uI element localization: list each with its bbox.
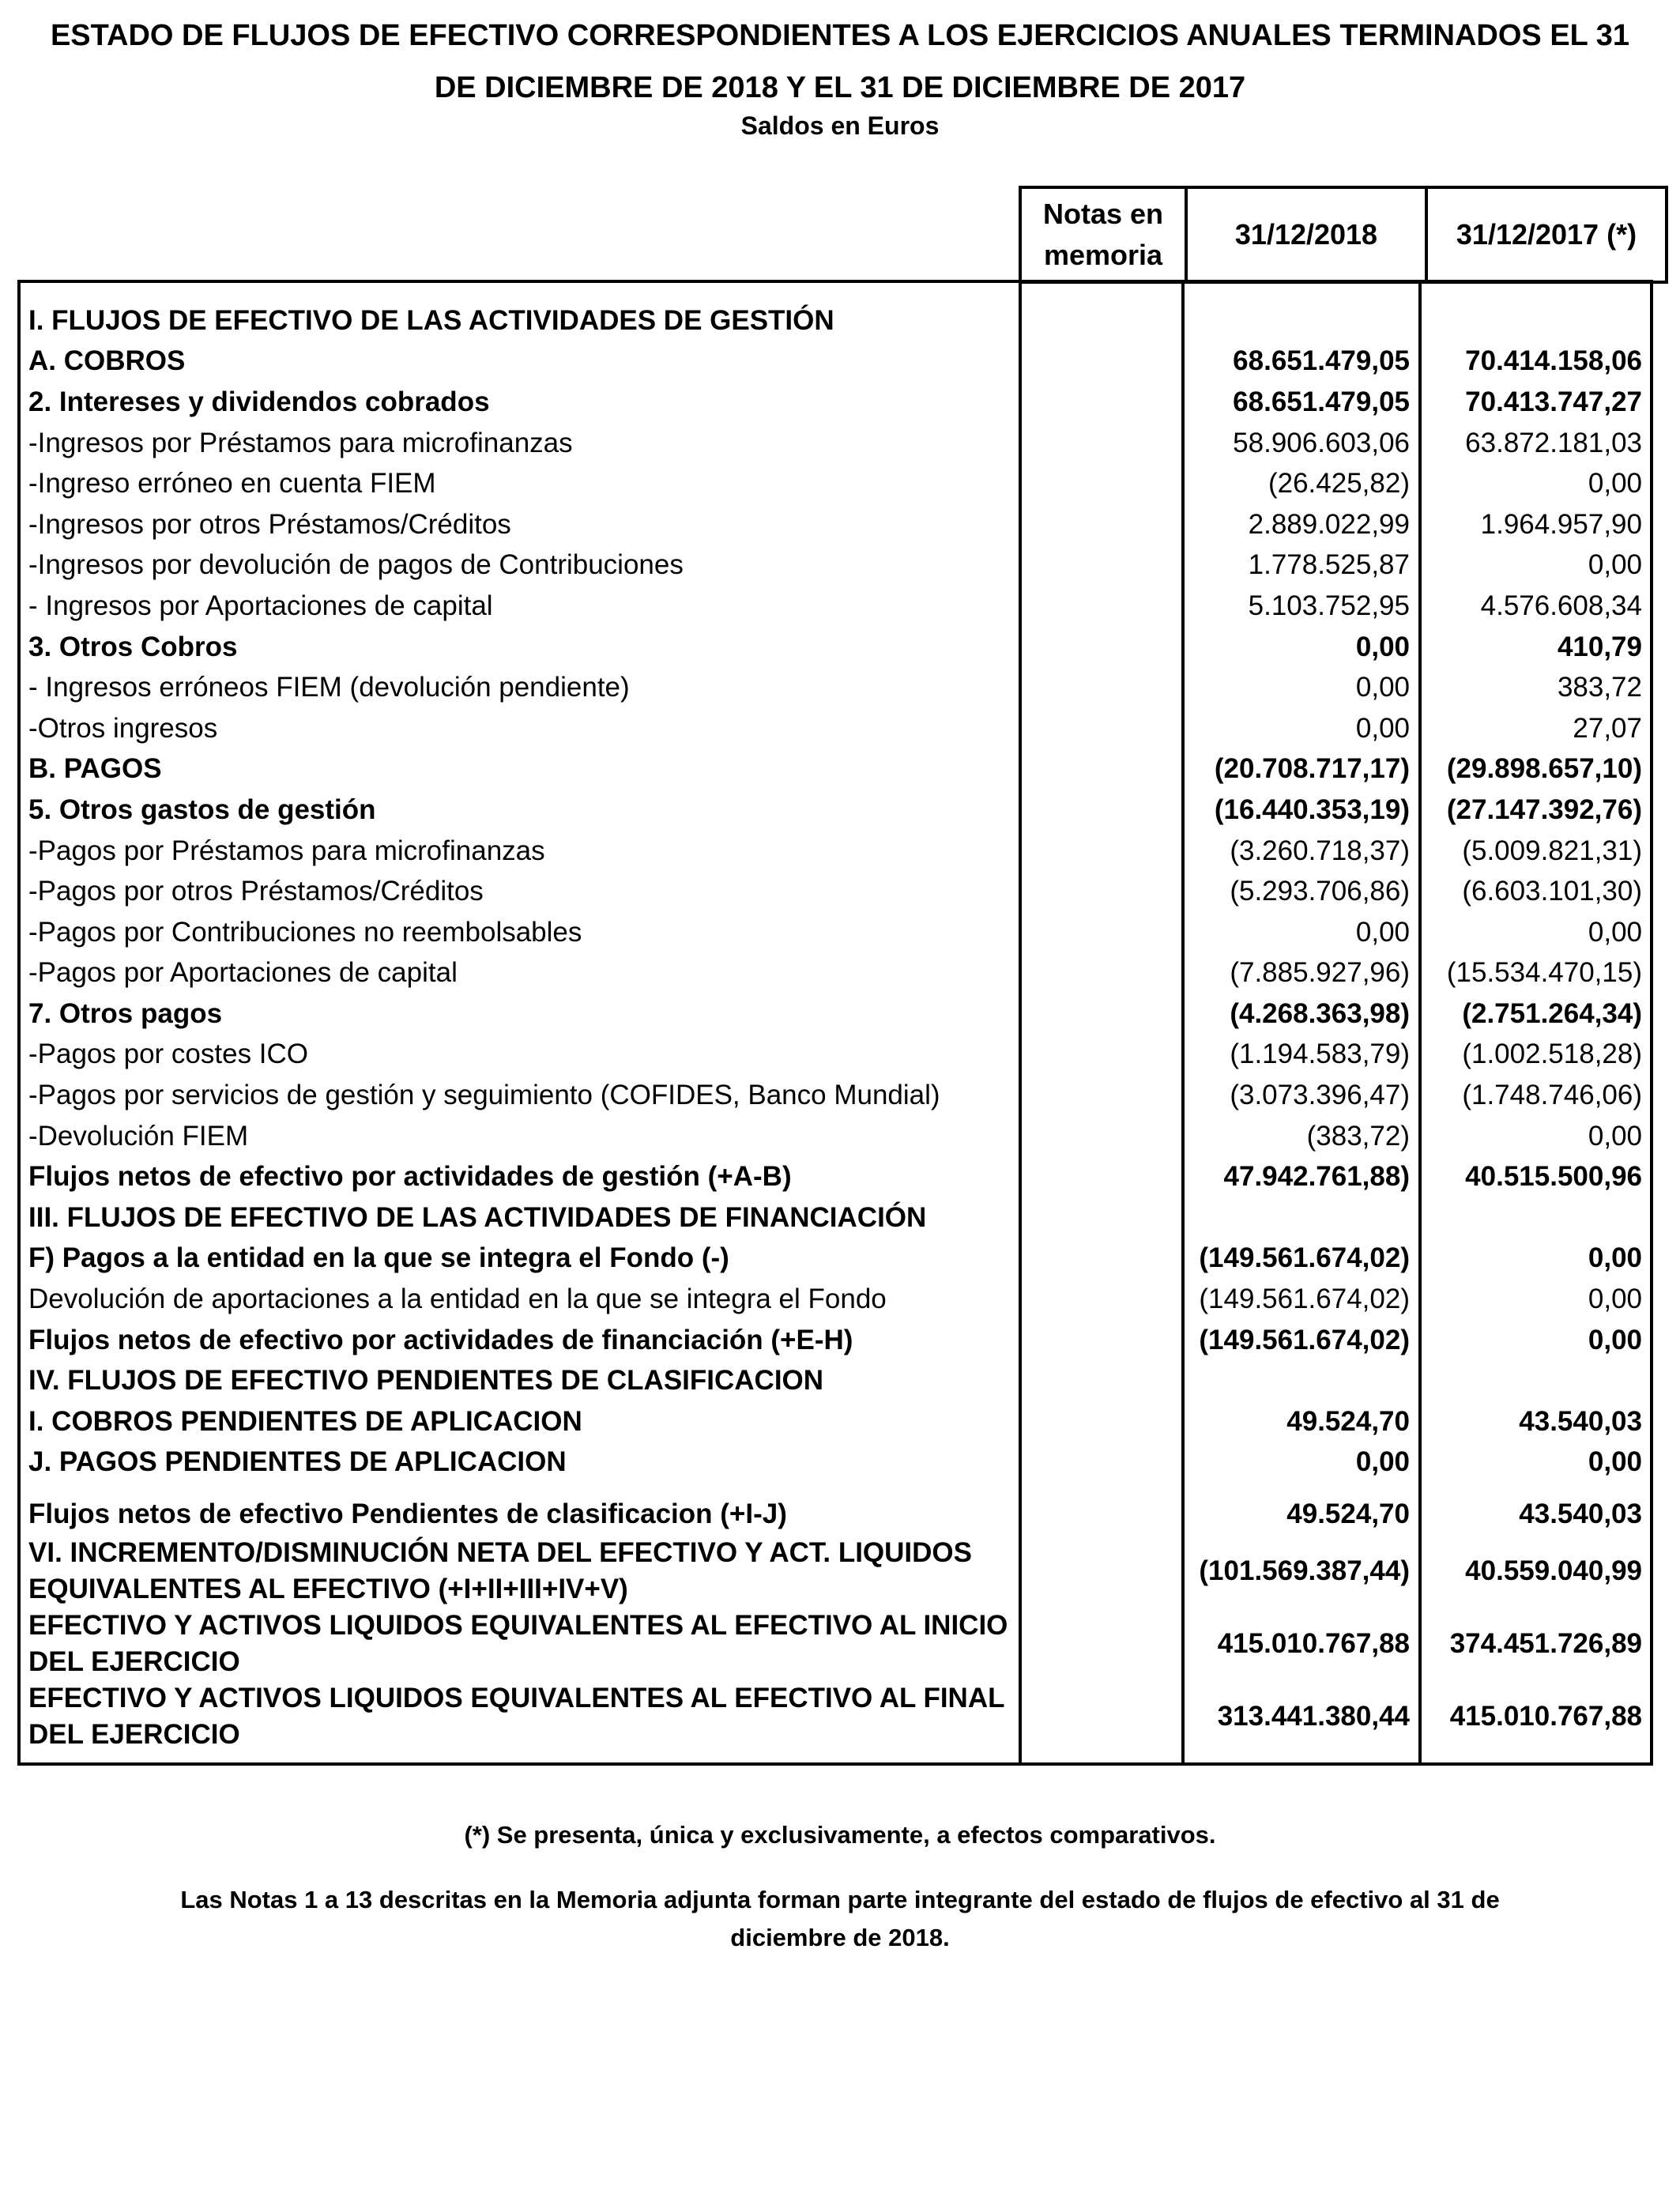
table-row [21, 1116, 1650, 1157]
value-2017: 43.540,03 [1519, 1405, 1642, 1437]
value-2018: 0,00 [1355, 631, 1410, 662]
value-2018: 313.441.380,44 [1217, 1700, 1410, 1732]
value-2017: 0,00 [1588, 1120, 1642, 1152]
row-label: 7. Otros pagos [28, 997, 223, 1029]
value-2017: 63.872.181,03 [1465, 427, 1642, 458]
value-2017: (5.009.821,31) [1462, 835, 1642, 866]
value-2018: (5.293.706,86) [1230, 876, 1410, 907]
value-2018: 68.651.479,05 [1233, 345, 1410, 377]
row-label: - Ingresos erróneos FIEM (devolución pendiente) [28, 672, 630, 703]
row-label: Devolución de aportaciones a la entidad en la que se integra el Fondo [28, 1284, 887, 1315]
row-label: - Ingresos por Aportaciones de capital [28, 590, 493, 621]
value-2017: (2.751.264,34) [1462, 997, 1642, 1029]
row-label: -Pagos por servicios de gestión y seguimiento (COFIDES, Banco Mundial) [28, 1080, 940, 1111]
row-label: III. FLUJOS DE EFECTIVO DE LAS ACTIVIDADES DE FINANCIACIÓN [28, 1201, 927, 1233]
row-label: -Ingresos por Préstamos para microfinanzas [28, 427, 573, 458]
table-row [21, 1401, 1650, 1442]
value-2017: 374.451.726,89 [1449, 1627, 1642, 1659]
table-row [21, 1279, 1650, 1320]
row-label: -Pagos por Contribuciones no reembolsables [28, 916, 582, 948]
value-2017: 0,00 [1588, 916, 1642, 948]
column-header-2018: 31/12/2018 [1186, 187, 1426, 282]
row-label: -Devolución FIEM [28, 1120, 249, 1152]
table-row [21, 300, 1650, 341]
row-label: -Ingresos por devolución de pagos de Contribuciones [28, 549, 684, 581]
value-2018: (4.268.363,98) [1230, 997, 1410, 1029]
value-2017: 0,00 [1588, 1284, 1642, 1315]
value-2017: 0,00 [1588, 1324, 1642, 1355]
value-2017: (29.898.657,10) [1446, 753, 1642, 785]
row-label: 3. Otros Cobros [28, 631, 238, 662]
value-2018: 0,00 [1355, 672, 1410, 703]
row-label: 5. Otros gastos de gestión [28, 794, 376, 825]
row-label: F) Pagos a la entidad en la que se integra el Fondo (-) [28, 1242, 729, 1274]
value-2018: (3.073.396,47) [1230, 1080, 1410, 1111]
row-label: -Ingreso erróneo en cuenta FIEM [28, 468, 436, 499]
value-2018: 49.524,70 [1286, 1498, 1410, 1530]
value-2017: 415.010.767,88 [1449, 1700, 1642, 1732]
row-label: A. COBROS [28, 345, 186, 377]
value-2018: 58.906.603,06 [1233, 427, 1410, 458]
row-label: J. PAGOS PENDIENTES DE APLICACION [28, 1446, 567, 1478]
table-row [21, 708, 1650, 749]
value-2018: (149.561.674,02) [1199, 1242, 1410, 1274]
value-2018: 1.778.525,87 [1248, 549, 1410, 581]
value-2017: (6.603.101,30) [1462, 876, 1642, 907]
value-2017: (1.748.746,06) [1462, 1080, 1642, 1111]
table-row [21, 504, 1650, 545]
table-row [21, 749, 1650, 790]
value-2017: 43.540,03 [1519, 1498, 1642, 1530]
value-2018: (16.440.353,19) [1214, 794, 1410, 825]
value-2017: 27,07 [1573, 712, 1642, 744]
table-row [21, 1035, 1650, 1076]
table-row [21, 1075, 1650, 1116]
value-2018: (149.561.674,02) [1199, 1284, 1410, 1315]
table-row [21, 953, 1650, 994]
value-2018: (383,72) [1306, 1120, 1410, 1152]
row-label: Flujos netos de efectivo Pendientes de clasificacion (+I-J) [28, 1498, 787, 1530]
table-row [21, 627, 1650, 668]
row-label: B. PAGOS [28, 753, 162, 785]
value-2017: 4.576.608,34 [1480, 590, 1642, 621]
value-2018: 5.103.752,95 [1248, 590, 1410, 621]
table-row [21, 1320, 1650, 1361]
value-2018: 49.524,70 [1286, 1405, 1410, 1437]
value-2018: (149.561.674,02) [1199, 1324, 1410, 1355]
value-2018: (7.885.927,96) [1230, 957, 1410, 989]
table-row [21, 1156, 1650, 1197]
table-row [21, 667, 1650, 708]
table-row [21, 545, 1650, 586]
row-label: -Pagos por costes ICO [28, 1039, 309, 1070]
table-row [21, 1535, 1650, 1608]
column-header-2017: 31/12/2017 (*) [1426, 187, 1667, 282]
value-2018: (26.425,82) [1268, 468, 1410, 499]
value-2018: (20.708.717,17) [1214, 753, 1410, 785]
table-row [21, 1360, 1650, 1401]
value-2018: 0,00 [1355, 712, 1410, 744]
table-row [21, 1680, 1650, 1753]
value-2017: 0,00 [1588, 1446, 1642, 1478]
value-2017: 40.515.500,96 [1465, 1161, 1642, 1193]
value-2017: (1.002.518,28) [1462, 1039, 1642, 1070]
page-subtitle: Saldos en Euros [740, 111, 940, 140]
value-2017: 0,00 [1588, 468, 1642, 499]
table-row [21, 1608, 1650, 1680]
row-label: EFECTIVO Y ACTIVOS LIQUIDOS EQUIVALENTES AL EFECTIVO AL FINAL DEL EJERCICIO [28, 1682, 1004, 1750]
value-2017: 40.559.040,99 [1465, 1555, 1642, 1586]
value-2017: 70.413.747,27 [1465, 386, 1642, 417]
value-2018: 415.010.767,88 [1217, 1627, 1410, 1659]
row-label: -Ingresos por otros Préstamos/Créditos [28, 508, 511, 540]
table-row [21, 1494, 1650, 1535]
value-2018: 68.651.479,05 [1233, 386, 1410, 417]
table-row [21, 1442, 1650, 1483]
value-2017: 1.964.957,90 [1480, 508, 1642, 540]
row-label: I. FLUJOS DE EFECTIVO DE LAS ACTIVIDADES DE GESTIÓN [28, 304, 834, 336]
memoria-footnote: Las Notas 1 a 13 descritas en la Memoria adjunta forman parte integrante del estado de flujos de efectivo al 31 de diciembre de 2018. [180, 1886, 1500, 1951]
value-2017: 0,00 [1588, 1242, 1642, 1274]
value-2017: 410,79 [1557, 631, 1642, 662]
column-header-notas: Notas en memoria [1020, 187, 1186, 282]
value-2018: (3.260.718,37) [1230, 835, 1410, 866]
table-row [21, 586, 1650, 627]
row-label: Flujos netos de efectivo por actividades de gestión (+A-B) [28, 1161, 792, 1193]
table-row [21, 790, 1650, 831]
table-row [21, 831, 1650, 872]
column-header [1019, 186, 1668, 284]
table-row [21, 463, 1650, 504]
value-2017: 0,00 [1588, 549, 1642, 581]
value-2017: (15.534.470,15) [1446, 957, 1642, 989]
statement-rows [21, 300, 1650, 1753]
table-row [21, 1238, 1650, 1280]
value-2017: 70.414.158,06 [1465, 345, 1642, 377]
table-row [21, 993, 1650, 1035]
table-row [21, 382, 1650, 423]
table-row [21, 341, 1650, 383]
comparative-footnote: (*) Se presenta, única y exclusivamente, a efectos comparativos. [464, 1821, 1216, 1849]
row-label: -Otros ingresos [28, 712, 218, 744]
value-2018: (1.194.583,79) [1230, 1039, 1410, 1070]
value-2018: 0,00 [1355, 1446, 1410, 1478]
value-2017: 383,72 [1557, 672, 1642, 703]
table-row [21, 1197, 1650, 1238]
value-2018: 2.889.022,99 [1248, 508, 1410, 540]
row-label: Flujos netos de efectivo por actividades de financiación (+E-H) [28, 1324, 853, 1355]
row-label: -Pagos por Préstamos para microfinanzas [28, 835, 545, 866]
value-2018: 47.942.761,88) [1223, 1161, 1410, 1193]
value-2018: (101.569.387,44) [1199, 1555, 1410, 1586]
value-2017: (27.147.392,76) [1446, 794, 1642, 825]
row-label: IV. FLUJOS DE EFECTIVO PENDIENTES DE CLASIFICACION [28, 1365, 824, 1397]
table-row [21, 912, 1650, 953]
page-title: ESTADO DE FLUJOS DE EFECTIVO CORRESPONDIENTES A LOS EJERCICIOS ANUALES TERMINADOS EL 31 DE DICIEMBRE DE 2018 Y EL 31 DE DICIEMBRE DE 2017 [50, 19, 1630, 104]
table-row [21, 871, 1650, 912]
row-label: 2. Intereses y dividendos cobrados [28, 386, 490, 417]
row-label: EFECTIVO Y ACTIVOS LIQUIDOS EQUIVALENTES AL EFECTIVO AL INICIO DEL EJERCICIO [28, 1609, 1008, 1677]
value-2018: 0,00 [1355, 916, 1410, 948]
row-label: I. COBROS PENDIENTES DE APLICACION [28, 1405, 582, 1437]
row-label: VI. INCREMENTO/DISMINUCIÓN NETA DEL EFECTIVO Y ACT. LIQUIDOS EQUIVALENTES AL EFECTIVO (+I+II+III+IV+V) [28, 1536, 972, 1604]
row-label: -Pagos por otros Préstamos/Créditos [28, 876, 484, 907]
row-label: -Pagos por Aportaciones de capital [28, 957, 458, 989]
table-row [21, 423, 1650, 464]
